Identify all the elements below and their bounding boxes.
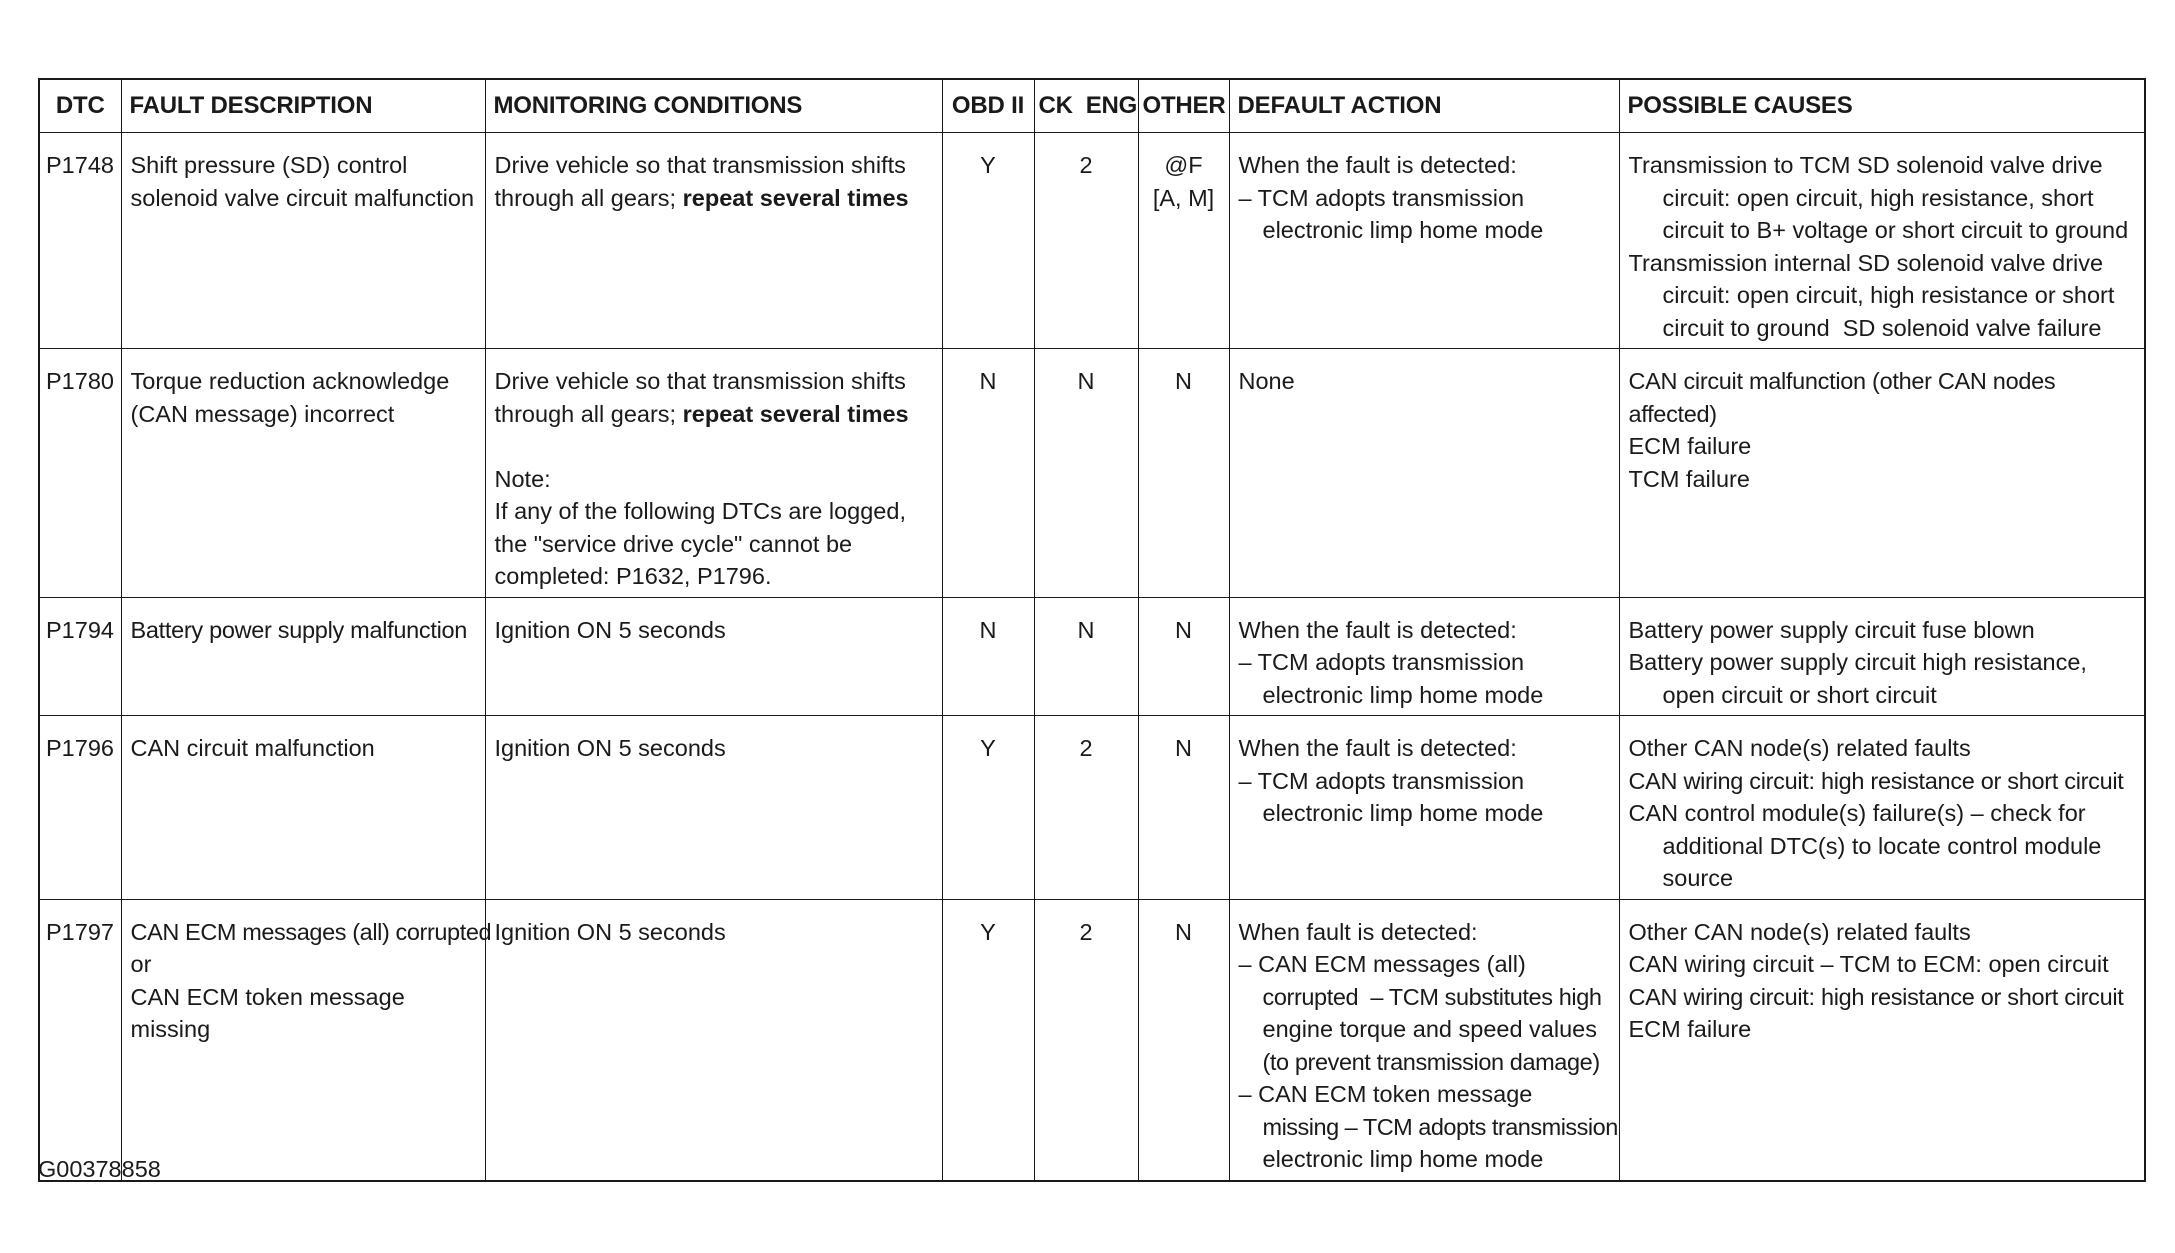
cause-line: Battery power supply circuit high resistance, bbox=[1628, 649, 2087, 675]
monitoring-conditions bbox=[485, 133, 942, 349]
default-action bbox=[1229, 133, 1619, 349]
header-possible-causes: POSSIBLE CAUSES bbox=[1619, 79, 2145, 133]
monitoring-conditions bbox=[485, 597, 942, 716]
cause-line: Battery power supply circuit fuse blown bbox=[1628, 616, 2035, 643]
cause-line: CAN wiring circuit – TCM to ECM: open circuit bbox=[1628, 951, 2109, 977]
cause-line: open circuit or short circuit bbox=[1662, 681, 1937, 708]
ck-eng-value: 2 bbox=[1034, 133, 1138, 349]
other-line: N bbox=[1175, 368, 1192, 394]
ck-eng-value: 2 bbox=[1034, 716, 1138, 900]
header-ck-eng: CK ENG bbox=[1034, 79, 1138, 133]
cause-line: CAN control module(s) failure(s) – check for bbox=[1628, 800, 2086, 826]
default-line: When the fault is detected: bbox=[1238, 735, 1517, 761]
cause-line: CAN wiring circuit: high resistance or short circuit bbox=[1628, 983, 2124, 1010]
other-value bbox=[1138, 899, 1229, 1181]
dtc-code: P1794 bbox=[39, 597, 121, 716]
monitoring-conditions bbox=[485, 899, 942, 1181]
monitoring-line: Ignition ON 5 seconds bbox=[494, 616, 726, 643]
fault-description bbox=[121, 597, 485, 716]
default-line: electronic limp home mode bbox=[1262, 681, 1544, 708]
default-line: electronic limp home mode bbox=[1262, 800, 1544, 826]
other-value bbox=[1138, 133, 1229, 349]
cause-line: ECM failure bbox=[1628, 433, 1752, 459]
fault-description bbox=[121, 899, 492, 1181]
default-line: – TCM adopts transmission bbox=[1238, 184, 1525, 211]
cause-line: circuit to ground SD solenoid valve failure bbox=[1662, 314, 2102, 341]
monitoring-line: Ignition ON 5 seconds bbox=[494, 735, 726, 761]
note-label: Note: bbox=[494, 465, 551, 492]
cause-line: Transmission to TCM SD solenoid valve drive bbox=[1628, 152, 2103, 178]
cause-line: CAN wiring circuit: high resistance or short circuit bbox=[1628, 767, 2124, 794]
obd-ii-value: Y bbox=[942, 716, 1034, 900]
table-row bbox=[39, 899, 2145, 1181]
monitoring-text: through all gears; bbox=[494, 184, 683, 211]
note-line: completed: P1632, P1796. bbox=[494, 563, 772, 589]
monitoring-line bbox=[495, 182, 934, 215]
table-row bbox=[39, 133, 2145, 349]
fault-line: or bbox=[130, 951, 152, 977]
figure-code: G00378858 bbox=[38, 1156, 161, 1182]
monitoring-emphasis: repeat several times bbox=[682, 400, 909, 427]
default-action bbox=[1229, 716, 1619, 900]
dtc-code: P1796 bbox=[39, 716, 121, 900]
default-action bbox=[1229, 597, 1619, 716]
ck-eng-value: N bbox=[1034, 349, 1138, 598]
monitoring-conditions bbox=[485, 349, 942, 598]
monitoring-emphasis: repeat several times bbox=[682, 184, 909, 211]
default-line: When fault is detected: bbox=[1238, 918, 1478, 945]
default-line: – CAN ECM messages (all) bbox=[1238, 951, 1526, 977]
table-row bbox=[39, 716, 2145, 900]
other-line: N bbox=[1175, 735, 1192, 761]
default-line: – TCM adopts transmission bbox=[1238, 649, 1525, 675]
monitoring-text: through all gears; bbox=[494, 400, 683, 427]
note-line: If any of the following DTCs are logged, bbox=[494, 498, 906, 524]
header-dtc: DTC bbox=[39, 79, 121, 133]
fault-line: Battery power supply malfunction bbox=[130, 616, 468, 643]
possible-causes bbox=[1619, 597, 2145, 716]
default-line: – TCM adopts transmission bbox=[1238, 767, 1525, 794]
ck-eng-value: 2 bbox=[1034, 899, 1138, 1181]
cause-line: ECM failure bbox=[1628, 1016, 1752, 1042]
other-line: N bbox=[1175, 918, 1192, 945]
monitoring-conditions bbox=[485, 716, 942, 900]
default-line: None bbox=[1238, 368, 1295, 394]
dtc-code: P1780 bbox=[39, 349, 121, 598]
monitoring-line bbox=[495, 398, 934, 431]
default-line: electronic limp home mode bbox=[1262, 217, 1544, 243]
obd-ii-value: N bbox=[942, 597, 1034, 716]
cause-line: Transmission internal SD solenoid valve drive bbox=[1628, 249, 2104, 276]
monitoring-line: Drive vehicle so that transmission shifts bbox=[494, 368, 906, 394]
default-line: engine torque and speed values bbox=[1262, 1016, 1597, 1042]
spacer bbox=[495, 430, 934, 463]
dtc-code: P1748 bbox=[39, 133, 121, 349]
fault-line: CAN ECM token message missing bbox=[130, 983, 405, 1042]
default-line: – CAN ECM token message bbox=[1238, 1081, 1533, 1107]
default-line: corrupted – TCM substitutes high bbox=[1262, 983, 1602, 1010]
default-line: When the fault is detected: bbox=[1238, 152, 1517, 178]
possible-causes bbox=[1619, 133, 2145, 349]
header-row bbox=[39, 79, 2145, 133]
cause-line: circuit to B+ voltage or short circuit to ground bbox=[1662, 217, 2129, 243]
dtc-table bbox=[38, 78, 2146, 1182]
fault-description bbox=[121, 133, 485, 349]
fault-line: CAN ECM messages (all) corrupted bbox=[130, 918, 492, 945]
obd-ii-value: Y bbox=[942, 133, 1034, 349]
other-line: @F bbox=[1164, 152, 1203, 178]
cause-line: CAN circuit malfunction (other CAN nodes affected) bbox=[1628, 368, 2056, 427]
cause-line: circuit: open circuit, high resistance or short bbox=[1662, 282, 2115, 308]
fault-line: (CAN message) incorrect bbox=[130, 400, 395, 427]
other-value bbox=[1138, 349, 1229, 598]
cause-line: additional DTC(s) to locate control module bbox=[1662, 832, 2102, 859]
default-line: electronic limp home mode bbox=[1262, 1146, 1544, 1172]
header-monitoring-conditions: MONITORING CONDITIONS bbox=[485, 79, 942, 133]
default-line: missing – TCM adopts transmission bbox=[1262, 1113, 1618, 1140]
note-line: the "service drive cycle" cannot be bbox=[494, 530, 853, 557]
cause-line: Other CAN node(s) related faults bbox=[1628, 918, 1971, 945]
obd-ii-value: Y bbox=[942, 899, 1034, 1181]
header-other: OTHER bbox=[1138, 79, 1229, 133]
fault-line: solenoid valve circuit malfunction bbox=[130, 184, 475, 211]
table-row bbox=[39, 349, 2145, 598]
ck-eng-value: N bbox=[1034, 597, 1138, 716]
other-value bbox=[1138, 716, 1229, 900]
header-obd-ii: OBD II bbox=[942, 79, 1034, 133]
dtc-code: P1797 bbox=[39, 899, 121, 1181]
fault-line: CAN circuit malfunction bbox=[130, 735, 375, 761]
cause-line: Other CAN node(s) related faults bbox=[1628, 735, 1971, 761]
default-line: (to prevent transmission damage) bbox=[1262, 1048, 1600, 1075]
fault-description bbox=[121, 349, 485, 598]
default-line: When the fault is detected: bbox=[1238, 616, 1517, 643]
possible-causes bbox=[1619, 899, 2145, 1181]
other-value bbox=[1138, 597, 1229, 716]
table-row bbox=[39, 597, 2145, 716]
header-default-action: DEFAULT ACTION bbox=[1229, 79, 1619, 133]
header-fault-description: FAULT DESCRIPTION bbox=[121, 79, 485, 133]
fault-description bbox=[121, 716, 485, 900]
monitoring-line: Ignition ON 5 seconds bbox=[494, 918, 726, 945]
other-line: N bbox=[1175, 616, 1192, 643]
default-action bbox=[1229, 899, 1619, 1181]
fault-line: Shift pressure (SD) control bbox=[130, 152, 408, 178]
obd-ii-value: N bbox=[942, 349, 1034, 598]
default-action bbox=[1229, 349, 1619, 598]
fault-line: Torque reduction acknowledge bbox=[130, 368, 450, 394]
monitoring-line: Drive vehicle so that transmission shifts bbox=[494, 152, 906, 178]
other-line: [A, M] bbox=[1152, 184, 1215, 211]
cause-line: TCM failure bbox=[1628, 465, 1750, 492]
possible-causes bbox=[1619, 716, 2145, 900]
cause-line: circuit: open circuit, high resistance, short bbox=[1662, 184, 2094, 211]
possible-causes bbox=[1619, 349, 2145, 598]
cause-line: source bbox=[1662, 865, 1734, 891]
